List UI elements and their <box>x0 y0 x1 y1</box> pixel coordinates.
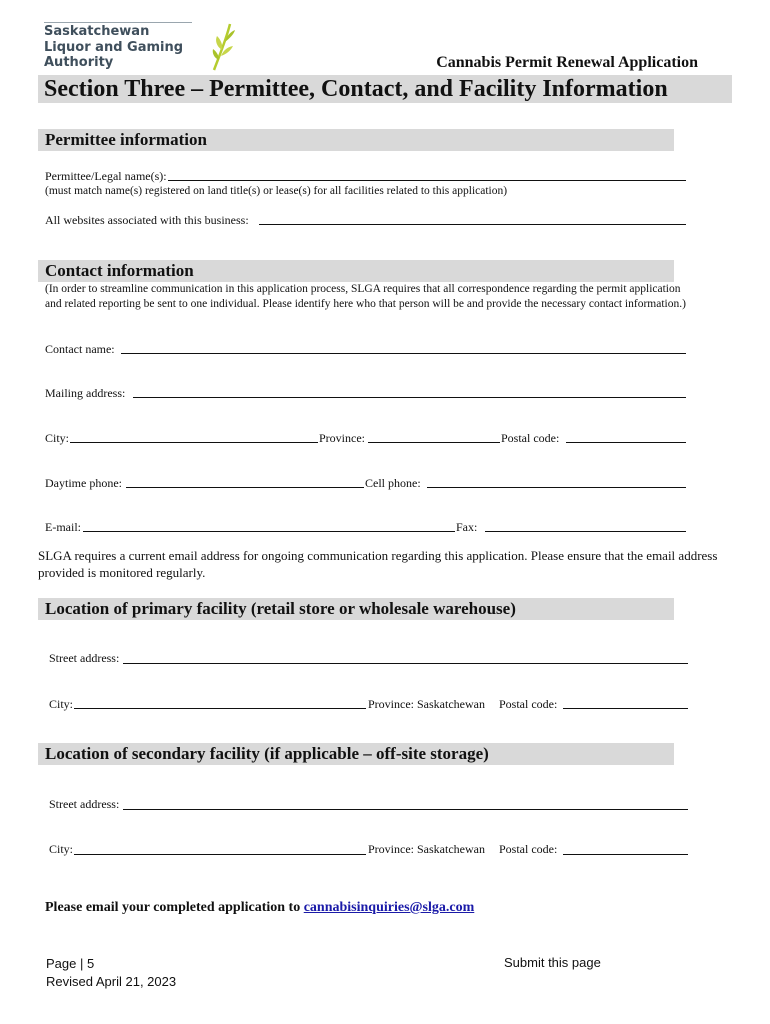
websites-label: All websites associated with this business: <box>45 213 249 227</box>
contact-name-field[interactable] <box>121 353 686 354</box>
primary-facility-heading: Location of primary facility (retail store or wholesale warehouse) <box>45 599 516 618</box>
cell-phone-label: Cell phone: <box>365 476 421 490</box>
contact-province-field[interactable] <box>368 442 500 443</box>
wheat-icon <box>210 20 238 72</box>
secondary-street-label: Street address: <box>49 797 120 811</box>
websites-field[interactable] <box>259 224 686 225</box>
page-number: Page | 5 <box>46 956 95 971</box>
primary-city-field[interactable] <box>74 708 366 709</box>
contact-city-label: City: <box>45 431 70 445</box>
contact-city-field[interactable] <box>70 442 318 443</box>
email-instructions-text: Please email your completed application to <box>45 900 304 915</box>
primary-city-label: City: <box>49 697 74 711</box>
email-instructions <box>45 900 474 916</box>
contact-postal-field[interactable] <box>566 442 686 443</box>
contact-heading: Contact information <box>45 261 194 280</box>
secondary-street-field[interactable] <box>123 809 688 810</box>
logo-line-1: Saskatchewan <box>44 24 150 39</box>
email-requirement-note: SLGA requires a current email address for ongoing communication regarding this application. Please ensure that the email address provided is monitored regularly. <box>38 548 718 580</box>
contact-postal-label: Postal code: <box>501 431 560 445</box>
section-title: Section Three – Permittee, Contact, and Facility Information <box>44 76 668 102</box>
email-label: E-mail: <box>45 520 81 534</box>
secondary-postal-field[interactable] <box>563 854 688 855</box>
primary-postal-field[interactable] <box>563 708 688 709</box>
logo-line-3: Authority <box>44 55 114 70</box>
contact-province-label: Province: <box>319 431 365 445</box>
document-title: Cannabis Permit Renewal Application <box>436 54 698 71</box>
fax-label: Fax: <box>456 520 478 534</box>
mailing-address-label: Mailing address: <box>45 386 126 400</box>
secondary-province-label: Province: Saskatchewan <box>368 842 485 856</box>
secondary-facility-heading: Location of secondary facility (if applicable – off-site storage) <box>45 744 489 763</box>
submit-page-button[interactable]: Submit this page <box>504 955 601 970</box>
logo-text <box>44 24 183 71</box>
secondary-postal-label: Postal code: <box>499 842 558 856</box>
mailing-address-field[interactable] <box>133 397 686 398</box>
legal-name-field[interactable] <box>168 180 686 181</box>
email-field[interactable] <box>83 531 455 532</box>
cell-phone-field[interactable] <box>427 487 686 488</box>
daytime-phone-label: Daytime phone: <box>45 476 122 490</box>
slga-logo <box>44 20 196 72</box>
secondary-city-field[interactable] <box>74 854 366 855</box>
primary-street-field[interactable] <box>123 663 688 664</box>
revised-date: Revised April 21, 2023 <box>46 974 177 989</box>
primary-province-label: Province: Saskatchewan <box>368 697 485 711</box>
daytime-phone-field[interactable] <box>126 487 364 488</box>
logo-rule <box>44 22 192 23</box>
fax-field[interactable] <box>485 531 686 532</box>
logo-line-2: Liquor and Gaming <box>44 39 184 55</box>
legal-name-label: Permittee/Legal name(s): <box>45 169 167 183</box>
secondary-city-label: City: <box>49 842 74 856</box>
email-link[interactable]: cannabisinquiries@slga.com <box>303 900 475 915</box>
contact-name-label: Contact name: <box>45 342 115 356</box>
primary-street-label: Street address: <box>49 651 120 665</box>
permittee-heading: Permittee information <box>45 130 207 149</box>
primary-postal-label: Postal code: <box>499 697 558 711</box>
legal-name-note: (must match name(s) registered on land title(s) or lease(s) for all facilities related to this application) <box>45 185 508 197</box>
contact-intro: (In order to streamline communication in this application process, SLGA requires that all correspondence regarding the permit application and related reporting be sent to one individual. Please identify here who that person will be and provide the necessary contact information.) <box>45 283 686 310</box>
